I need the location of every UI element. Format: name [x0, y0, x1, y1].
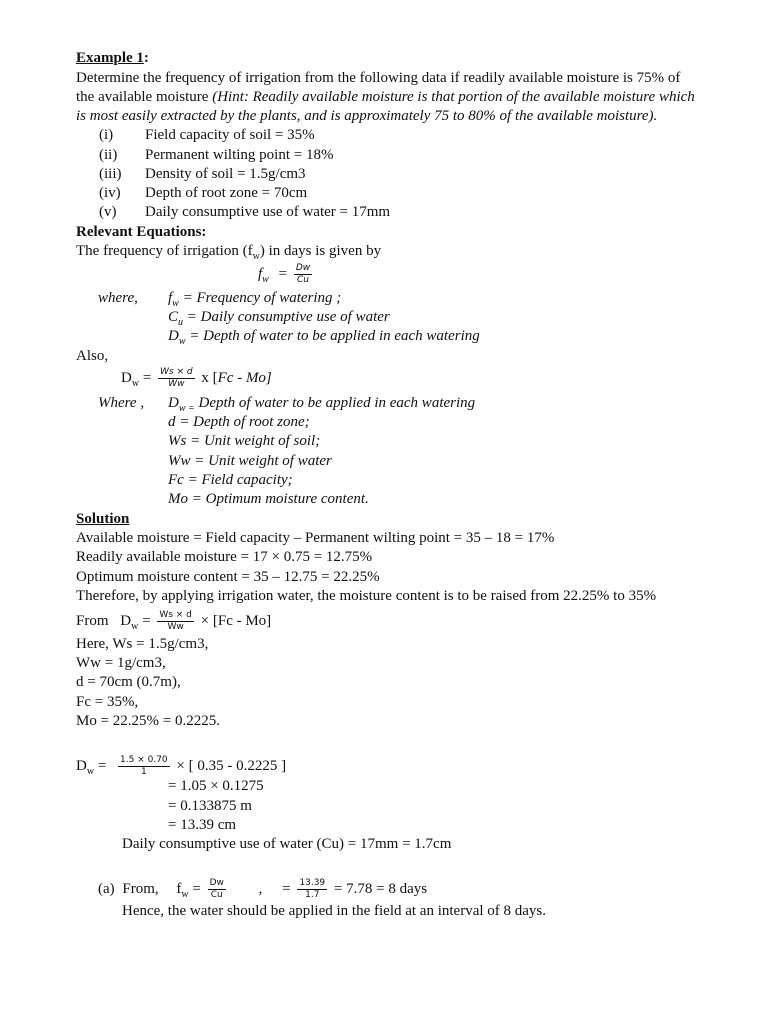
- final-fraction-1: $\frac{Dw}{Cu}$: [209, 878, 224, 900]
- given-value: d = 70cm (0.7m),: [76, 674, 181, 690]
- from-equation: From $D_w$ = $\frac{Ws \times d}{Ww}$ × [Fc - Mo]: [76, 610, 272, 632]
- intro-line-2: the available moisture (Hint: Readily available moisture is that portion of the available moisture which: [76, 89, 695, 105]
- calc-fraction: $\frac{1.5 \times 0.70}{1}$: [120, 755, 168, 777]
- solution-line: Therefore, by applying irrigation water, the moisture content is to be raised from 22.25% to 35%: [76, 588, 657, 604]
- example-title: Example 1:: [76, 50, 149, 66]
- where-label: where,: [98, 290, 138, 306]
- list-item-number: (iii): [99, 166, 122, 182]
- final-equation: (a) From, $f_w$ = $\frac{Dw}{Cu}$ , = $\frac{13.39}{1.7}$ = 7.78 = 8 days: [98, 878, 428, 900]
- calc-step: = 13.39 cm: [168, 817, 237, 833]
- list-item: Daily consumptive use of water = 17mm: [145, 204, 391, 220]
- dw-calculation: $D_w$ = $\frac{1.5 \times 0.70}{1}$ × [ 0.35 - 0.2225 ]: [76, 755, 287, 777]
- intro-line-1: Determine the frequency of irrigation from the following data if readily available moisture is 75% of: [76, 70, 681, 86]
- calc-step: = 0.133875 m: [168, 798, 252, 814]
- intro-line-3: is most easily extracted by the plants, and is approximately 75 to 80% of the available moisture).: [76, 108, 658, 124]
- from-fraction: $\frac{Ws \times d}{Ww}$: [159, 610, 192, 632]
- definition-cu: $C_u$ = Daily consumptive use of water: [168, 309, 390, 328]
- where-label: Where ,: [98, 395, 145, 411]
- list-item-number: (ii): [99, 147, 118, 163]
- given-value: Here, Ws = 1.5g/cm3,: [76, 636, 209, 652]
- definition-mo: Mo = Optimum moisture content.: [168, 491, 369, 507]
- definition-fw: $f_w$ = Frequency of watering ;: [168, 290, 342, 309]
- definition-d: d = Depth of root zone;: [168, 414, 310, 430]
- equations-heading: Relevant Equations:: [76, 224, 207, 240]
- list-item-number: (v): [99, 204, 117, 220]
- final-fraction-2: $\frac{13.39}{1.7}$: [299, 878, 326, 900]
- fw-fraction: $\frac{Dw}{Cu}$: [295, 263, 311, 285]
- fw-equation: $f_w$ = $\frac{Dw}{Cu}$: [258, 263, 311, 285]
- solution-line: Optimum moisture content = 35 – 12.75 = 22.25%: [76, 569, 380, 585]
- list-item: Field capacity of soil = 35%: [145, 127, 315, 143]
- solution-heading: Solution: [76, 511, 130, 527]
- list-item-number: (iv): [99, 185, 121, 201]
- definition-ww: Ww = Unit weight of water: [168, 453, 332, 469]
- solution-line: Readily available moisture = 17 × 0.75 = 12.75%: [76, 549, 373, 565]
- conclusion: Hence, the water should be applied in the field at an interval of 8 days.: [122, 903, 547, 919]
- definition-fc: Fc = Field capacity;: [168, 472, 293, 488]
- list-item: Permanent wilting point = 18%: [145, 147, 334, 163]
- consumptive-use-line: Daily consumptive use of water (Cu) = 17mm = 1.7cm: [122, 836, 452, 852]
- frequency-intro: The frequency of irrigation $(f_w)$ in days is given by: [76, 243, 382, 262]
- given-value: Ww = 1g/cm3,: [76, 655, 166, 671]
- list-item: Depth of root zone = 70cm: [145, 185, 308, 201]
- calc-step: = 1.05 × 0.1275: [168, 778, 264, 794]
- list-item-number: (i): [99, 127, 114, 143]
- given-value: Fc = 35%,: [76, 694, 139, 710]
- dw-fraction: $\frac{Ws \times d}{Ww}$: [160, 367, 193, 389]
- list-item: Density of soil = 1.5g/cm3: [145, 166, 306, 182]
- dw-equation: $D_w$ = $\frac{Ws \times d}{Ww}$ x [Fc - Mo]: [121, 367, 272, 389]
- solution-line: Available moisture = Field capacity – Permanent wilting point = 35 – 18 = 17%: [76, 530, 555, 546]
- definition-dw: $D_{w =}$ Depth of water to be applied in each watering: [168, 395, 476, 414]
- definition-ws: Ws = Unit weight of soil;: [168, 433, 321, 449]
- given-value: Mo = 22.25% = 0.2225.: [76, 713, 221, 729]
- definition-dw: $D_w$ = Depth of water to be applied in each watering: [168, 328, 480, 347]
- also-label: Also,: [76, 348, 109, 364]
